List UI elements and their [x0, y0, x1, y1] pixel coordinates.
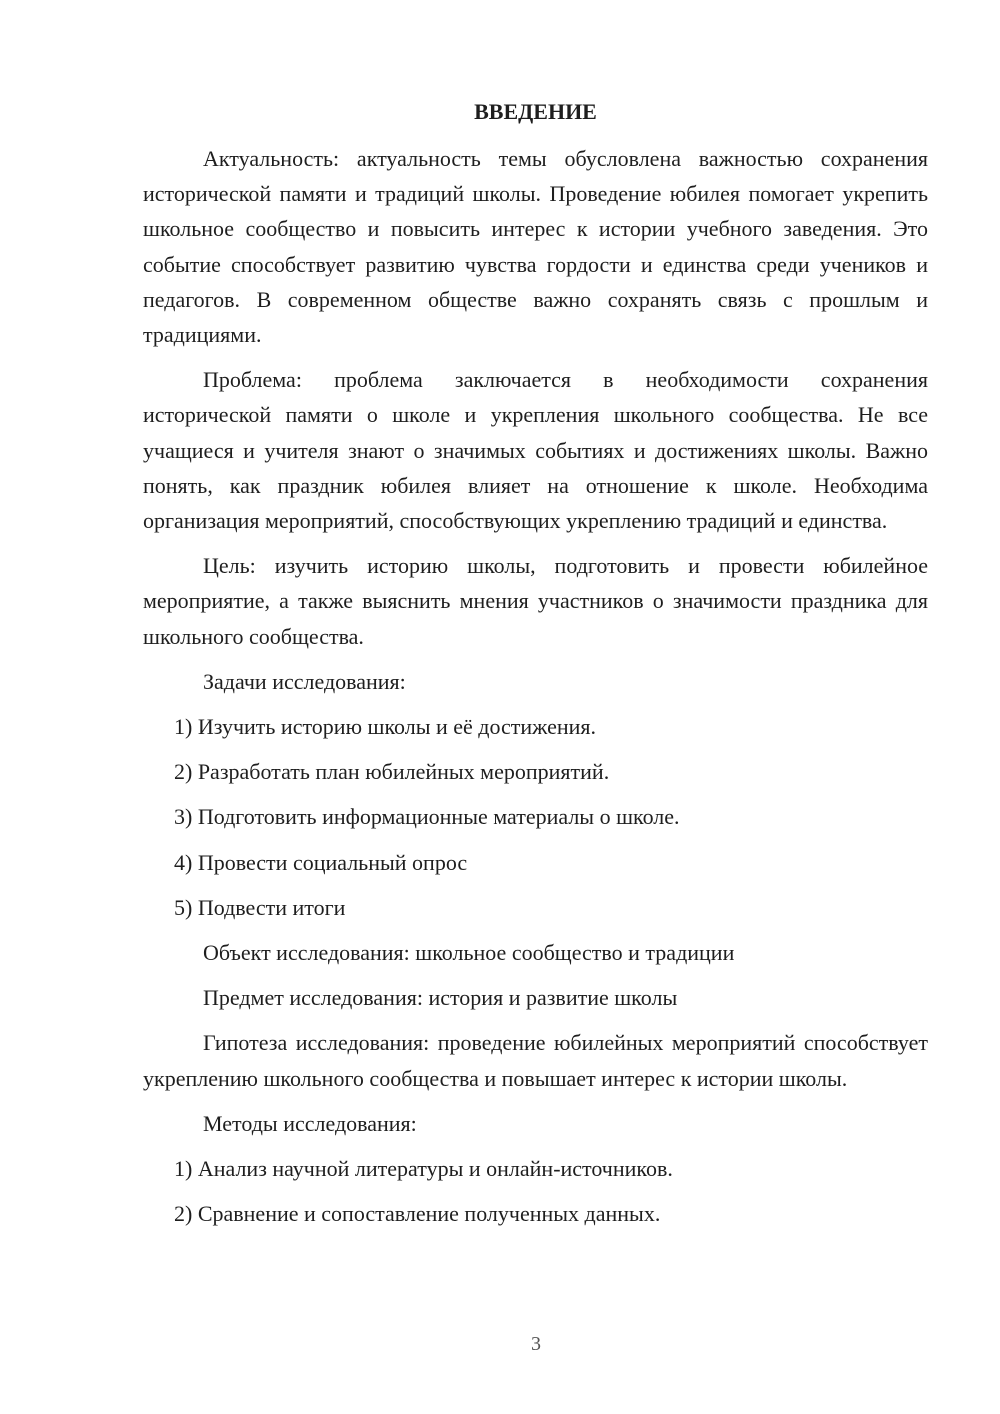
section-title: ВВЕДЕНИЕ	[474, 99, 597, 124]
relevance-paragraph: Актуальность: актуальность темы обусловлена важностью сохранения исторической памяти и традиций школы. Проведение юбилея помогает укрепить школьное сообщество и повысить интерес к истории учебного заведения. Это событие способствует развитию чувства гордости и единства среди учеников и педагогов. В современном обществе важно сохранять связь с прошлым и традициями.	[143, 146, 928, 348]
research-object: Объект исследования: школьное сообщество и традиции	[203, 940, 735, 966]
hypothesis-paragraph: Гипотеза исследования: проведение юбилейных мероприятий способствует укреплению школьного сообщества и повышает интерес к истории школы.	[143, 1030, 928, 1091]
method-item: 1) Анализ научной литературы и онлайн-источников.	[174, 1156, 673, 1182]
page-number: 3	[531, 1333, 541, 1355]
task-item: 1) Изучить историю школы и её достижения.	[174, 714, 597, 740]
methods-heading: Методы исследования:	[203, 1110, 417, 1136]
task-item: 5) Подвести итоги	[174, 894, 346, 920]
task-item: 2) Разработать план юбилейных мероприятий.	[174, 759, 610, 785]
method-item: 2) Сравнение и сопоставление полученных данных.	[174, 1201, 661, 1227]
page-content	[143, 94, 928, 1241]
task-item: 4) Провести социальный опрос	[174, 849, 468, 875]
goal-paragraph: Цель: изучить историю школы, подготовить и провести юбилейное мероприятие, а также выяснить мнения участников о значимости праздника для школьного сообщества.	[143, 553, 928, 649]
task-item: 3) Подготовить информационные материалы о школе.	[174, 804, 680, 830]
research-subject: Предмет исследования: история и развитие школы	[203, 985, 678, 1011]
problem-paragraph: Проблема: проблема заключается в необходимости сохранения исторической памяти о школе и укрепления школьного сообщества. Не все учащиеся и учителя знают о значимых событиях и достижениях школы. Важно понять, как праздник юбилея влияет на отношение к школе. Необходима организация мероприятий, способствующих укреплению традиций и единства.	[143, 367, 928, 534]
tasks-heading: Задачи исследования:	[203, 668, 406, 694]
